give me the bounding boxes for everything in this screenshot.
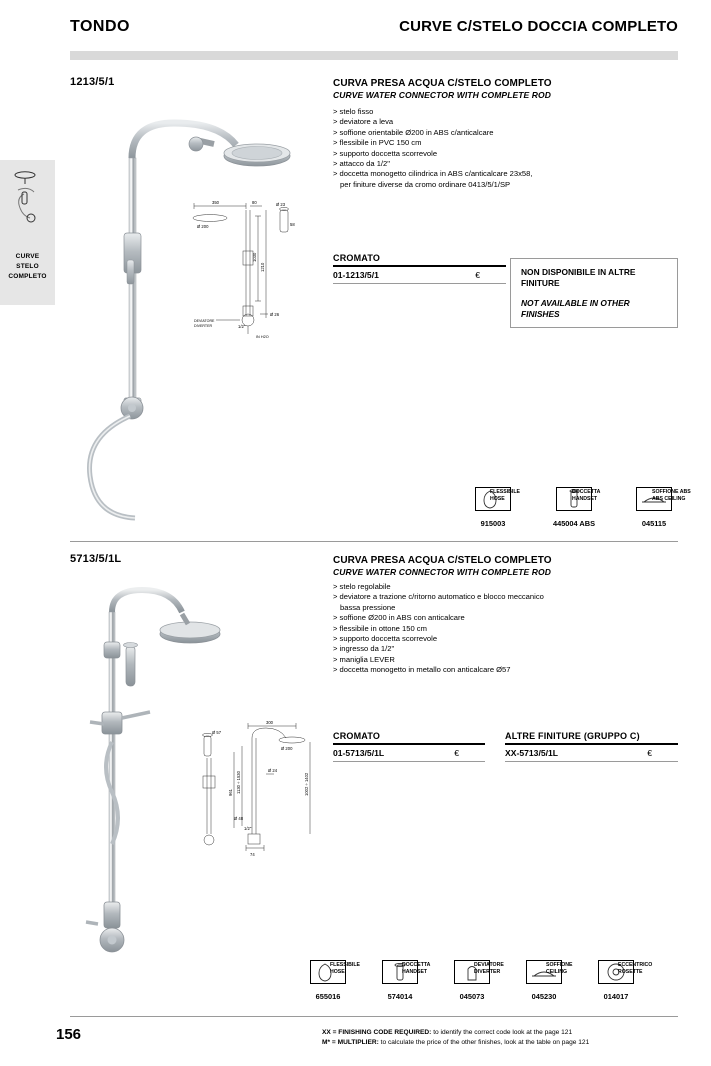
section-tab-label: CURVE STELO COMPLETO [8,253,47,280]
svg-text:DIVERTER: DIVERTER [194,324,213,328]
accessory-item[interactable] [580,960,652,1001]
accessory-item[interactable] [436,960,508,1001]
product-sku-2: 5713/5/1L [70,553,122,565]
price-label-1: CROMATO [333,253,381,263]
svg-text:1/2": 1/2" [238,324,246,329]
accessory-caption: DOCCETTA HANDSET [572,489,601,502]
technical-drawing-2 [186,716,321,866]
footnote-1-text: to identify the correct code look at the page 121 [431,1029,573,1036]
section-tab[interactable] [0,160,55,305]
accessory-item[interactable] [292,960,364,1001]
price-code-1: 01-1213/5/1 [333,270,379,280]
svg-text:Ø 23: Ø 23 [276,202,286,207]
svg-text:Ø 200: Ø 200 [197,224,209,229]
product-title-1: CURVA PRESA ACQUA C/STELO COMPLETO [333,78,552,89]
header-rule [70,51,678,60]
accessory-item[interactable] [452,487,534,528]
page-number: 156 [56,1026,82,1043]
notice-line-it: NON DISPONIBILE IN ALTRE FINITURE [521,267,636,288]
svg-text:1030: 1030 [252,252,257,262]
svg-text:Ø 200: Ø 200 [281,746,293,751]
price-row-1 [333,267,506,284]
availability-notice-1 [510,258,678,328]
footnote-2-text: to calculate the price of the other finishes, look at the table on page 121 [378,1038,590,1046]
accessory-code: 915003 [480,519,506,528]
price-currency-1: € [475,270,480,280]
price-code-2a: 01-5713/5/1L [333,748,385,758]
shower-column-icon [10,168,46,226]
svg-text:1210: 1210 [260,262,265,272]
footer-divider [70,1016,678,1017]
price-row-2a [333,745,485,762]
price-code-2b: XX-5713/5/1L [505,748,559,758]
svg-text:Ø 57: Ø 57 [212,730,222,735]
price-currency-2a: € [454,748,459,758]
svg-text:1/2": 1/2" [244,826,252,831]
accessory-code: 445004 ABS [552,519,596,528]
accessory-caption: SOFFIONE CEILING [546,962,573,975]
accessory-caption: DOCCETTA HANDSET [402,962,431,975]
accessory-row-2 [292,960,652,1001]
accessory-row-1 [452,487,694,528]
accessory-caption: DEVIATORE DIVERTER [474,962,504,975]
svg-text:80: 80 [252,200,257,205]
accessory-code: 655016 [315,992,341,1001]
svg-text:1130 ÷ 1530: 1130 ÷ 1530 [236,771,241,794]
svg-text:Ø 24: Ø 24 [268,768,278,773]
price-block-1 [333,253,506,284]
svg-text:58: 58 [290,222,295,227]
accessory-code: 574014 [387,992,413,1001]
product-sku-1: 1213/5/1 [70,76,115,88]
footnote-1-label: XX = FINISHING CODE REQUIRED: [322,1029,432,1036]
price-block-2a [333,731,485,762]
svg-text:350: 350 [212,200,219,205]
product-subtitle-2: CURVE WATER CONNECTOR WITH COMPLETE ROD [333,567,551,577]
product-divider [70,541,678,542]
accessory-item[interactable] [508,960,580,1001]
svg-text:961: 961 [228,789,233,796]
svg-text:Ø 48: Ø 48 [234,816,244,821]
price-block-2b [505,731,678,762]
accessory-code: 014017 [603,992,629,1001]
accessory-item[interactable] [364,960,436,1001]
footer-notes [322,1028,678,1047]
price-row-2b [505,745,678,762]
page-header [70,18,678,48]
svg-text:300: 300 [266,720,273,725]
svg-text:74: 74 [250,852,255,857]
accessory-item[interactable] [614,487,694,528]
product-title-2: CURVA PRESA ACQUA C/STELO COMPLETO [333,555,552,566]
product-features-1: > stelo fisso > deviatore a leva > soffione orientabile Ø200 in ABS c/anticalcare > flessibile in PVC 150 cm > supporto doccetta scorrevole > attacco da 1/2" > doccetta monogetto cilindrica in ABS c/anticalcare 23x58, per finiture diverse da cromo ordinare 0413/5/1/SP [333,107,533,189]
accessory-code: 045073 [459,992,485,1001]
accessory-caption: SOFFIONE ABS ABS CEILING [652,489,691,502]
accessory-caption: ECCENTRICO ROSETTE [618,962,653,975]
accessory-caption: FLESSIBILE HOSE [330,962,360,975]
technical-drawing-1 [186,196,316,346]
product-subtitle-1: CURVE WATER CONNECTOR WITH COMPLETE ROD [333,90,551,100]
price-label-2a: CROMATO [333,731,381,741]
accessory-code: 045230 [531,992,557,1001]
notice-line-en: NOT AVAILABLE IN OTHER FINISHES [521,298,630,319]
svg-text:1002 ÷ 1402: 1002 ÷ 1402 [304,772,309,796]
accessory-item[interactable] [534,487,614,528]
price-currency-2b: € [647,748,652,758]
page-title: CURVE C/STELO DOCCIA COMPLETO [399,18,678,35]
footnote-2-label: M* = MULTIPLIER: [322,1038,379,1046]
price-label-2b: ALTRE FINITURE (GRUPPO C) [505,731,640,741]
accessory-caption: FLESSIBILE HOSE [490,489,520,502]
svg-text:DEVIATORE: DEVIATORE [194,319,215,323]
product-features-2: > stelo regolabile > deviatore a trazione c/ritorno automatico e blocco meccanico bassa pressione > soffione Ø200 in ABS con anticalcare > flessibile in ottone 150 cm > supporto doccetta scorrevole > ingresso da 1/2" > maniglia LEVER > doccetta monogetto in metallo con anticalcare Ø57 [333,582,544,675]
brand-name: TONDO [70,18,130,35]
svg-text:IN H2O: IN H2O [256,335,269,339]
accessory-code: 045115 [641,519,667,528]
svg-text:Ø 26: Ø 26 [270,312,280,317]
